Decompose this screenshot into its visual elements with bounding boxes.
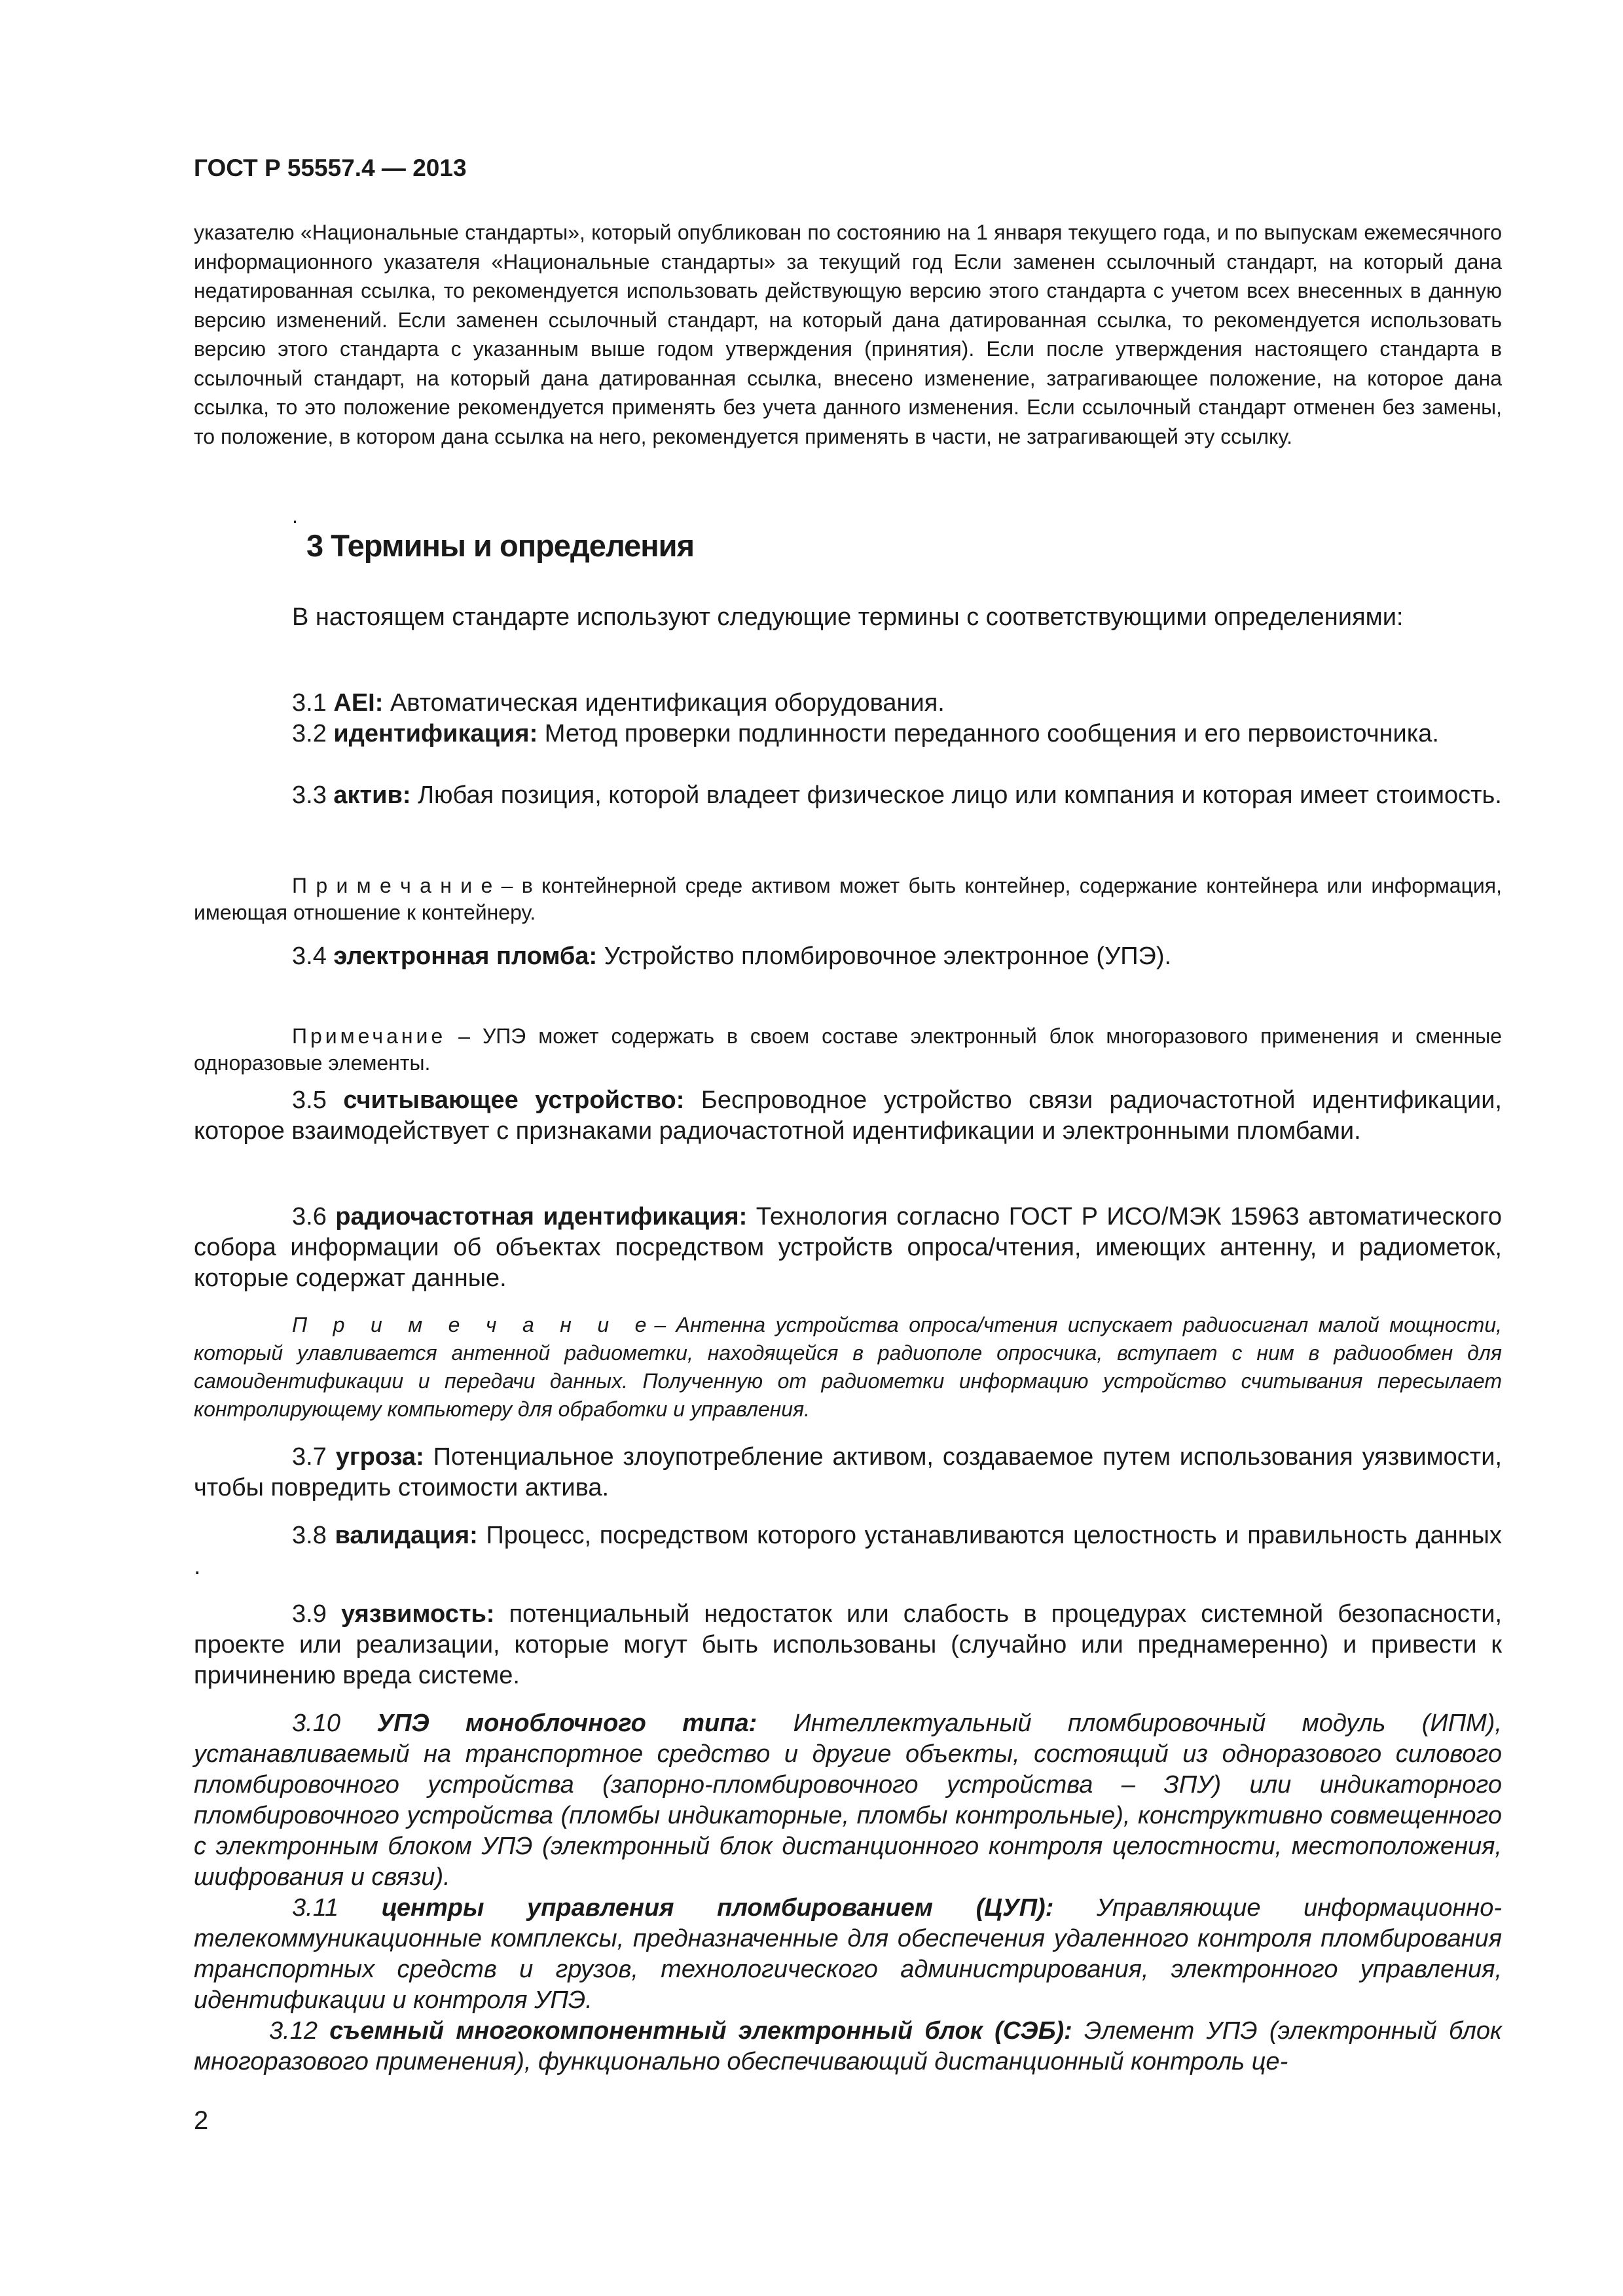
term-number: 3.1 [292,689,327,717]
term-name: угроза: [335,1443,424,1471]
term-3-6 [194,1202,1502,1294]
term-name: центры управления пломбированием (ЦУП): [381,1894,1054,1922]
term-definition: потенциальный недостаток или слабость в процедурах системной безопасности, проекте или реализации, которые могут быть использованы (случайно или преднамеренно) и привести к причинению вреда системе. [194,1600,1503,1689]
page-number: 2 [194,2106,209,2135]
term-name: УПЭ моноблочного типа: [376,1710,757,1737]
section-lead: В настоящем стандарте используют следующие термины с соответствующими определениями: [292,603,1404,631]
term-name: валидация: [335,1522,478,1549]
term-3-12 [194,2016,1502,2077]
term-number: 3.9 [292,1600,327,1628]
term-name: AEI: [333,689,384,717]
term-number: 3.11 [292,1894,339,1922]
term-3-7 [194,1442,1502,1503]
note-label: Примечание [292,1024,447,1048]
term-3-1 [194,688,1502,719]
term-name: идентификация: [333,720,538,747]
term-number: 3.8 [292,1522,327,1549]
term-3-4 [194,941,1502,972]
term-3-8 [194,1520,1502,1582]
term-number: 3.4 [292,942,327,970]
term-3-9 [194,1599,1502,1691]
term-definition: Автоматическая идентификация оборудования. [383,689,945,717]
term-number: 3.3 [292,781,327,809]
term-definition: Управляющие информационно-телекоммуникационные комплексы, предназначенные для обеспечения удаленного контроля пломбирования транспортных средств и грузов, технологического администрирования, электронного управления, идентификации и контроля УПЭ. [194,1894,1502,2014]
term-name: актив: [333,781,411,809]
term-name: электронная пломба: [333,942,598,970]
term-definition: Процесс, посредством которого устанавливаются целостность и правильность данных . [194,1522,1502,1580]
document-header: ГОСТ Р 55557.4 — 2013 [194,154,467,181]
note-label: П р и м е ч а н и е [292,874,493,897]
term-definition: Беспроводное устройство связи радиочастотной идентификации, которое взаимодействует с признаками радиочастотной идентификации и электронными пломбами. [194,1086,1502,1145]
term-definition: Интеллектуальный пломбировочный модуль (ИПМ), устанавливаемый на транспортное средство и другие объекты, состоящий из одноразового силового пломбировочного устройства (запорно-пломбировочного устройства – ЗПУ) или индикаторного пломбировочного устройства (пломбы индикаторные, пломбы контрольные), конструктивно совмещенного с электронным блоком УПЭ (электронный блок дистанционного контроля целостности, местоположения, шифрования и связи). [194,1710,1502,1891]
term-name: считывающее устройство: [343,1086,685,1114]
note-rfid [194,1311,1502,1424]
term-number: 3.5 [292,1086,327,1114]
note-text: – в контейнерной среде активом может быть контейнер, содержание контейнера или информация, имеющая отношение к контейнеру. [194,874,1503,924]
note-asset [194,872,1502,926]
section-title: 3 Термины и определения [306,528,694,563]
note-label: П р и м е ч а н и е [292,1313,655,1336]
term-name: съемный многокомпонентный электронный блок (СЭБ): [329,2017,1072,2045]
term-definition: Технология согласно ГОСТ Р ИСО/МЭК 15963 автоматического собора информации об объектах посредством устройств опроса/чтения, имеющих антенну, и радиометок, которые содержат данные. [194,1203,1503,1292]
term-3-10 [194,1708,1502,1893]
note-upe [194,1023,1502,1077]
term-number: 3.2 [292,720,327,747]
term-definition: Устройство пломбировочное электронное (УПЭ). [597,942,1172,970]
note-text: – УПЭ может содержать в своем составе электронный блок многоразового применения и сменные одноразовые элементы. [194,1024,1502,1075]
term-3-2 [194,719,1502,749]
term-3-11 [194,1893,1502,2016]
stray-dot: . [292,504,298,528]
term-definition: Любая позиция, которой владеет физическое лицо или компания и которая имеет стоимость. [410,781,1502,809]
term-definition: Потенциальное злоупотребление активом, создаваемое путем использования уязвимости, чтобы повредить стоимости актива. [194,1443,1502,1501]
term-3-5 [194,1085,1502,1147]
term-number: 3.6 [292,1203,327,1230]
term-number: 3.12 [269,2017,318,2045]
term-name: уязвимость: [340,1600,495,1628]
note-text: – Антенна устройства опроса/чтения испускает радиосигнал малой мощности, который улавливается антенной радиометки, находящейся в радиополе опросчика, вступает с ним в радиообмен для самоидентификации и передачи данных. Полученную от радиометки информацию устройство считывания пересылает контролирующему компьютеру для обработки и управления. [194,1313,1503,1421]
term-name: радиочастотная идентификация: [335,1203,748,1230]
term-number: 3.10 [292,1710,340,1737]
term-definition: Элемент УПЭ (электронный блок многоразового применения), функционально обеспечивающий дистанционный контроль це- [194,2017,1502,2075]
term-3-3 [194,780,1502,811]
term-number: 3.7 [292,1443,327,1471]
intro-paragraph: указателю «Национальные стандарты», который опубликован по состоянию на 1 января текущего года, и по выпускам ежемесячного информационного указателя «Национальные стандарты» за текущий год Если заменен ссылочный стандарт, на который дана недатированная ссылка, то рекомендуется использовать действующую версию этого стандарта с учетом всех внесенных в данную версию изменений. Если заменен ссылочный стандарт, на который дана датированная ссылка, то рекомендуется использовать версию этого стандарта с указанным выше годом утверждения (принятия). Если после утверждения настоящего стандарта в ссылочный стандарт, на который дана датированная ссылка, внесено изменение, затрагивающее положение, на которое дана ссылка, то это положение рекомендуется применять без учета данного изменения. Если ссылочный стандарт отменен без замены, то положение, в котором дана ссылка на него, рекомендуется применять в части, не затрагивающей эту ссылку. [194,221,1502,448]
term-definition: Метод проверки подлинности переданного сообщения и его первоисточника. [538,720,1439,747]
